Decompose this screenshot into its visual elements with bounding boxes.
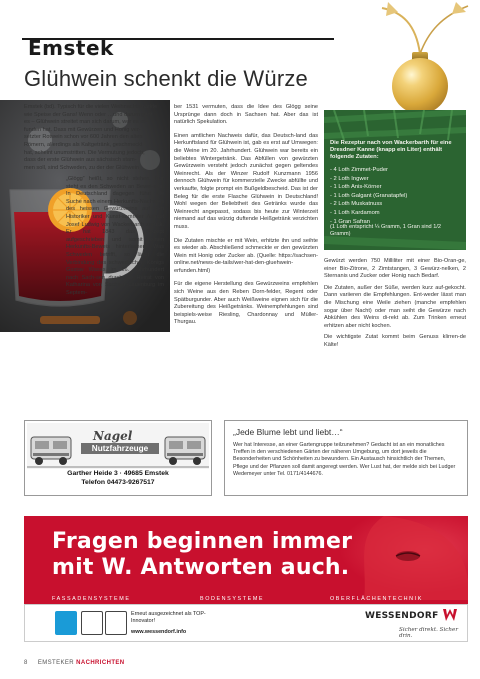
article-line: dass der erste Glühwein aus sächsisch stam- <box>24 157 137 164</box>
wessendorf-logo: WESSENDORF <box>365 611 439 621</box>
article-line: Emstek (bd). Typisch für die vielen Weihnachtsmärkte <box>24 104 158 110</box>
ad-wessendorf <box>24 516 468 642</box>
recipe-ingredient-list <box>330 166 464 226</box>
article-paragraph: Für die eigene Herstellung des Gewürzweins empfehlen sich Weine aus den Reben Dorn-felder, Regent oder Spätburgunder. Aber auch Weißweine eignen sich für die Zubereitung des Heißgetränks. Weinempfehlungen sind beispiels-weise Riesling, Chardonnay und Müller-Thurgau. <box>174 281 318 326</box>
top100-badge-icon <box>81 611 103 635</box>
article-headline: Glühwein schenkt die Würze <box>24 66 308 91</box>
article-paragraph: ber 1531 vermuten, dass die Idee des Glögg seine Ursprünge dann doch in Sachsen hat. Aber das ist natürlich Spekulation. <box>174 104 318 126</box>
system-boden: BODENSYSTEME <box>200 596 265 602</box>
publication-name: EMSTEKER <box>37 660 75 666</box>
nagel-address: Garther Heide 3 · 49685 Emstek <box>67 470 169 477</box>
recipe-title: Die Rezeptur nach von Wackerbarth für eine Dresdner Kanne (knapp ein Liter) enthält folgende Zutaten: <box>330 140 452 160</box>
nagel-contact <box>25 469 211 487</box>
article-line: funden hat. Dass mit Gewürzen und Honig ver- <box>24 126 141 133</box>
list-item: - 1 Loth Anis-Körner <box>330 184 382 191</box>
article-column-3 <box>324 258 466 354</box>
list-item: - 1 Gran Safran <box>330 218 370 225</box>
article-column-1-continued: „Glögg“ heißt, so nicht stehen. Nur steht es den Schweden an Bewei-sen. In Deutschland dagegen führt die Suche nach einem Herkunfts-Nachweis des heissen Gewürzweins auf den Historiker und Kunst-sammler August Josef Ludwig von Wackerbarth zurück. Er hat 1843 das Rezept aufgeschrieben und somit einen Herkunfts-Beweis hinterlassen. Was Schweden betrifft, so lässt die Verbindung des schwedischen Königs Gustav Wasas im 16. Jahrhundert nach Sach-sen durch die Heirat von Katharina von Sachsen-Lauenburg im Septem- <box>66 176 164 296</box>
website-link[interactable]: www.wessendorf.info <box>131 628 187 635</box>
ribbon-icon <box>372 2 472 56</box>
nagel-subtitle: Nutzfahrzeuge <box>81 443 159 454</box>
page-number: 8 <box>24 660 28 666</box>
recipe-box <box>324 110 466 250</box>
article-line: wie Speise der Gans! Wenn oder …und darum geht <box>24 111 153 118</box>
article-paragraph: Einen amtlichen Nachweis dafür, das Deutsch-land das Herkunftsland für Glühwein ist, gab es erst auf Umwegen: die Weine im 20. Jahrhundert. Glühwein war bereits ein beliebtes Wintergetränk. Das Abfüllen von gewürzten Gewürzwein versteht jedoch zunächst gegen geltendes Weinrecht. Als der Winzer Rudolf Kunzmann 1956 dennoch Glühwein für kommerzielle Zwecke abfüllte und verkaufte, folgte prompt ein Bußgeldbescheid. Das ist der Beleg für die erste Flasche Glühwein in Deutschland! Wohl wegen der Beliebtheit des Getränks wurde das Weinrecht angepasst, sodass bis heute zur Winterzeit niemand auf das würzig duftende Heißgetränk verzichten muss. <box>174 132 318 230</box>
article-line: es – Glühwein streitet man sich darum, wer es er- <box>24 119 148 126</box>
product-systems <box>24 594 468 604</box>
christmas-bauble-decoration <box>352 0 480 128</box>
article-line: Römern, allerdings als Kaltgetränk, geschmeckt <box>24 141 143 148</box>
nagel-phone: Telefon 04473-9267517 <box>81 479 155 486</box>
list-item: - 2 Loth Ingwer <box>330 175 369 182</box>
article-line: setzter Rotwein schon vor 600 Jahren den alten <box>24 134 143 141</box>
page-footer <box>24 660 125 666</box>
article-line: hat, scheint unumstritten. Die Vermutung jedoch, <box>24 149 145 156</box>
bauble-ornament <box>392 58 448 114</box>
award-text-block <box>131 611 211 635</box>
ad-footer-bar <box>24 604 468 642</box>
award-badge-icon <box>55 611 77 635</box>
article-paragraph: Gewürzt werden 750 Milliliter mit einer Bio-Oran-ge, einer Bio-Zitrone, 2 Zimtstangen, 3 Gewürz-nelken, 2 Sternanis und Zucker oder Honig nach Bedarf. <box>324 258 466 280</box>
award-text: Erneut ausgezeichnet als TOP-Innovator! <box>131 611 206 624</box>
article-paragraph: Die wichtigste Zutat kommt beim Genuss klirren-de Kälte! <box>324 334 466 348</box>
article-line: men soll, sind Schweden, zu der der Glühwein <box>24 164 140 171</box>
notice-text: Wer hat Interesse, an einer Gartengruppe teilzunehmen? Gedacht ist an ein monatliches Treffen in den verschiedenen Gärten der näheren Umgebung, um dort jeweils die Besonderheiten und Schönheiten zu bewundern. Ein Austausch hinsichtlich der Themen, Pflege und der Pflanzen soll damit angeregt werden. Wer Lust hat, der melde sich bei Ludger Wedemeyer unter Tel. 0171/4144676. <box>233 442 456 477</box>
article-paragraph: Die Zutaten, außer der Süße, werden kurz auf-gekocht. Dann variieren die Empfehlungen. Ent-weder lässt man die Mischung eine Weile ziehen (manche empfehlen sogar über Nacht) oder man seiht die Gewürze nach Abkühlen des Weins di-rekt ab. Zum Trinken erneut erhitzen aber nicht kochen. <box>324 284 466 329</box>
list-item: - 1 Loth Kardamom <box>330 209 380 216</box>
list-item: - 4 Loth Zimmet-Puder <box>330 167 388 173</box>
publication-name-bold: NACHRICHTEN <box>76 660 125 666</box>
nagel-brand-logo: Nagel <box>93 429 133 443</box>
list-item: - 1 Loth Galgant (Granatapfel) <box>330 192 408 199</box>
ad-headline-line-1: Fragen beginnen immer <box>52 529 353 554</box>
recipe-unit-note: (1 Loth entspricht ¼ Gramm, 1 Gran sind 1/2 Gramm) <box>330 224 441 237</box>
ad-headline-line-2: mit W. Antworten auch. <box>52 555 350 580</box>
list-item: - 2 Loth Muskatnuss <box>330 201 383 208</box>
top100-badge-icon <box>105 611 127 635</box>
wessendorf-w-icon <box>443 609 457 621</box>
system-fassaden: FASSADENSYSTEME <box>52 596 131 602</box>
article-paragraph: Die Zutaten mischte er mit Wein, erhitzte ihn und seihte es wieder ab. Abschließend schmeckte er den gewürzten Wein mit Honig oder Zucker ab. (Quelle: https://sachsen-online.net/news-de-tails/wer-hat-den-gluehwein-erfunden.html) <box>174 237 318 274</box>
article-column-1 <box>24 104 164 172</box>
article-column-2 <box>174 104 318 333</box>
section-title: Emstek <box>28 36 114 60</box>
ad-nagel-nutzfahrzeuge <box>24 420 212 496</box>
wessendorf-tagline: Sicher direkt. Sicher drin. <box>399 627 459 639</box>
notice-gartengruppe <box>224 420 468 496</box>
notice-title: „Jede Blume lebt und liebt…“ <box>233 427 343 437</box>
system-oberflaeche: OBERFLÄCHENTECHNIK <box>330 596 423 602</box>
